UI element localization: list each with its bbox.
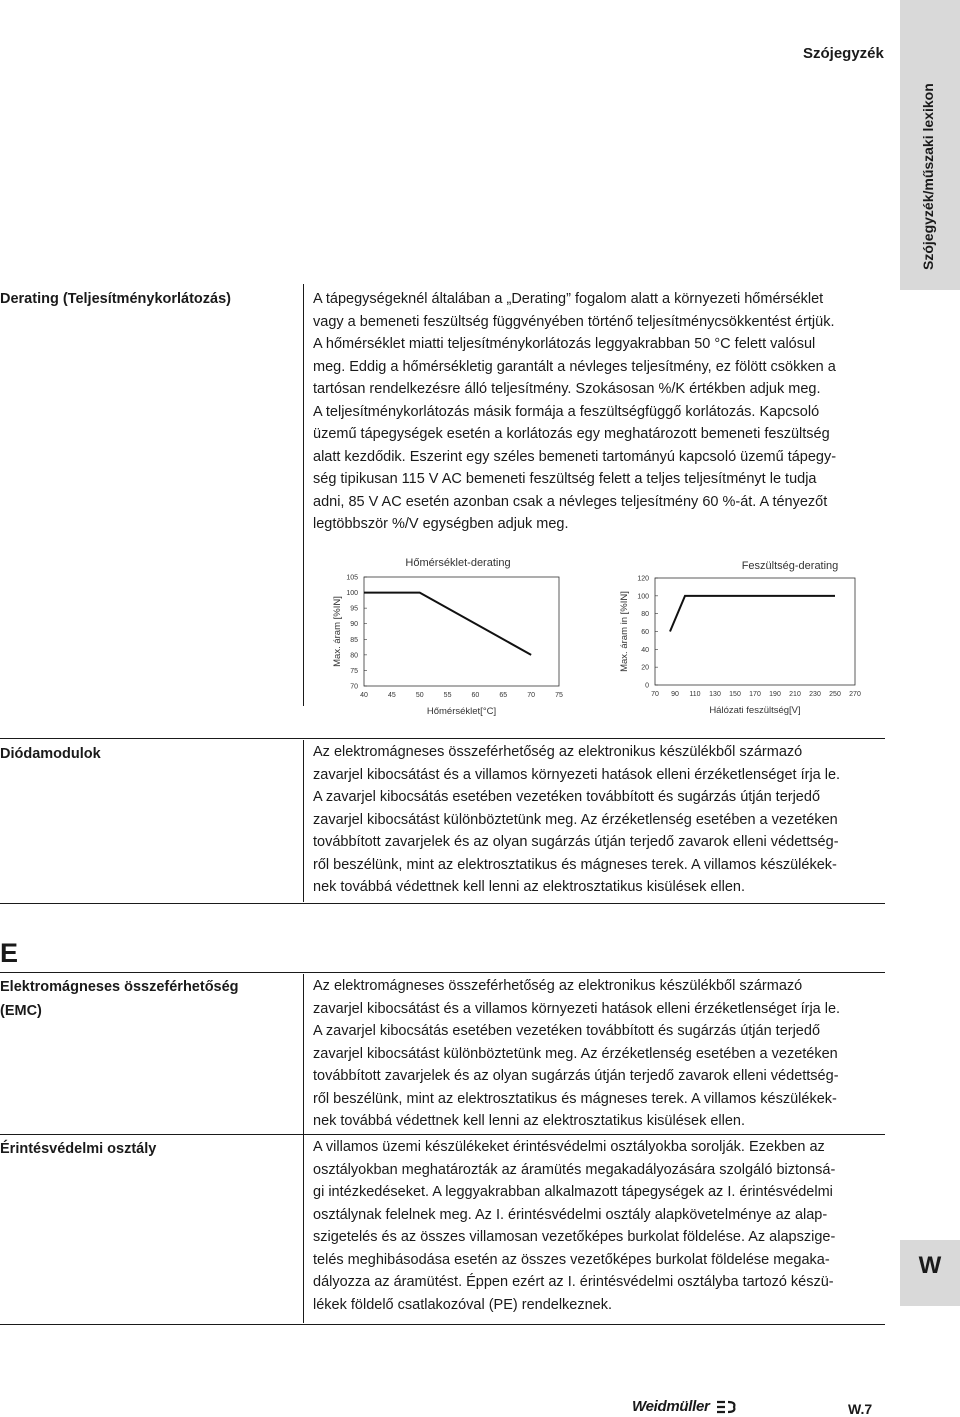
x-tick-label: 170 <box>749 691 761 698</box>
chart-title: Hőmérséklet-derating <box>405 557 511 569</box>
body-line: Az elektromágneses összeférhetőség az elektronikus készülékből származó <box>313 744 803 760</box>
brand-logo <box>632 1398 738 1415</box>
emc-body <box>313 975 893 1133</box>
x-tick-label: 75 <box>555 692 563 699</box>
body-line: osztálynak felelnek meg. Az I. érintésvédelmi osztály alapkövetelménye az alap- <box>313 1206 828 1223</box>
x-tick-label: 50 <box>415 692 424 699</box>
body-line: zavarjel kibocsátást különböztetünk meg. Az érzéketlenség esetében a vezetéken <box>313 811 838 828</box>
diodamodulok-body <box>313 741 893 899</box>
y-tick-label: 60 <box>641 629 649 636</box>
y-tick-label: 75 <box>350 667 358 675</box>
y-tick-label: 0 <box>645 682 649 690</box>
series-line <box>364 593 531 655</box>
body-line: lékek földelő csatlakozóval (PE) rendelkeznek. <box>313 1296 613 1313</box>
sidebar-tab-label: Szójegyzék/műszaki lexikon <box>920 83 936 270</box>
y-tick-label: 120 <box>637 575 649 583</box>
y-tick-label: 105 <box>346 574 358 582</box>
body-line: alatt kezdődik. Eszerint egy széles bemeneti tartományú kapcsoló üzemű tápegy- <box>313 448 837 465</box>
y-tick-label: 40 <box>641 646 649 654</box>
body-line: osztályokban meghatározták az áramütés megakadályozására szolgáló biztonsá- <box>313 1161 836 1178</box>
body-line: telés meghibásodása esetén az összes vezetőképes burkolat földelése megaka- <box>313 1251 830 1268</box>
body-line: ség tipikusan 115 V AC bemeneti feszültség felett a teljes teljesítményt le tudja <box>313 471 817 487</box>
divider-vertical <box>303 284 304 706</box>
term-diodamodulok: Diódamodulok <box>0 746 101 762</box>
chart-title: Feszültség-derating <box>741 560 839 572</box>
section-letter: E <box>0 938 19 968</box>
sidebar-letter: W <box>918 1252 942 1279</box>
divider-vertical <box>303 974 304 1134</box>
divider-vertical <box>303 1135 304 1323</box>
body-line: A hőmérséklet miatti teljesítménykorlátozás leggyakrabban 50 °C felett valósul <box>313 336 816 352</box>
x-tick-label: 40 <box>360 692 368 699</box>
x-tick-label: 130 <box>709 691 721 698</box>
body-line: nek továbbá védettnek kell lenni az elektrosztatikus kisülések ellen. <box>313 879 746 895</box>
brand-logo-text: Weidmüller <box>632 1398 710 1415</box>
body-line: Az elektromágneses összeférhetőség az elektronikus készülékből származó <box>313 978 803 994</box>
x-tick-label: 65 <box>499 692 508 699</box>
x-tick-label: 90 <box>671 691 679 698</box>
y-tick-label: 80 <box>350 652 358 660</box>
plot-frame <box>655 578 855 685</box>
section-divider <box>0 972 885 973</box>
body-line: nek továbbá védettnek kell lenni az elektrosztatikus kisülések ellen. <box>313 1113 746 1129</box>
body-line: tartósan rendelkezésre álló teljesítmény. Szokásosan %/K értékben adjuk meg. <box>313 381 821 397</box>
y-tick-label: 70 <box>350 683 358 691</box>
body-line: A tápegységeknél általában a „Derating” fogalom alatt a környezeti hőmérséklet <box>313 291 824 307</box>
y-axis-label: Max. áram in [%IN] <box>619 591 630 672</box>
series-line <box>670 596 835 632</box>
body-line: ről beszélünk, mint az elektrosztatikus és mágneses terek. A villamos készülékek- <box>313 856 837 873</box>
body-line: gi intézkedéseket. A leggyakrabban alkalmazott tápegységek az I. érintésvédelmi <box>313 1184 833 1200</box>
body-line: szigetelés és az összes villamosan vezetőképes burkolat földelése. Az alapszige- <box>313 1229 836 1245</box>
x-tick-label: 70 <box>527 692 536 699</box>
x-tick-label: 190 <box>769 691 781 698</box>
body-line: meg. Eddig a hőmérsékletig garantált a névleges teljesítmény, ez fölött csökken a <box>313 358 836 375</box>
y-axis-label: Max. áram [%IN] <box>332 596 343 667</box>
body-line: A zavarjel kibocsátás esetében vezetéken továbbított és sugárzás útján terjedő <box>313 789 821 805</box>
chart-temperature-derating <box>328 550 573 720</box>
body-line: A villamos üzemi készülékeket érintésvédelmi osztályokba sorolják. Ezekben az <box>313 1139 825 1155</box>
section-divider <box>0 1324 885 1325</box>
y-tick-label: 80 <box>641 611 649 619</box>
term-emc <box>0 977 239 1022</box>
y-tick-label: 100 <box>346 590 358 598</box>
x-tick-label: 55 <box>443 692 452 699</box>
brand-logo-mark <box>714 1399 738 1415</box>
body-line: vagy a bemeneti feszültség függvényében történő teljesítménycsökkentést értjük. <box>313 313 835 330</box>
body-line: üzemű tápegységek esetén a korlátozás egy meghatározott bemeneti feszültség <box>313 426 830 442</box>
y-tick-label: 20 <box>641 664 649 672</box>
divider-vertical <box>303 740 304 902</box>
body-line: zavarjel kibocsátást különböztetünk meg. Az érzéketlenség esetében a vezetéken <box>313 1045 838 1062</box>
body-line: továbbított zavarjelek és az olyan sugárzás útján terjedő zavarok elleni védettség- <box>313 1068 839 1084</box>
x-tick-label: 45 <box>387 692 396 699</box>
y-tick-label: 90 <box>350 621 358 629</box>
x-tick-label: 250 <box>829 691 841 698</box>
x-tick-label: 230 <box>809 691 821 698</box>
y-tick-label: 100 <box>637 593 649 601</box>
x-axis-label: Hőmérséklet[°C] <box>426 706 497 717</box>
x-axis-label: Hálózati feszültség[V] <box>709 705 801 716</box>
term-erintesvedelmi: Érintésvédelmi osztály <box>0 1141 157 1157</box>
section-divider <box>0 738 885 739</box>
body-line: A zavarjel kibocsátás esetében vezetéken továbbított és sugárzás útján terjedő <box>313 1023 821 1039</box>
section-divider <box>0 1134 885 1135</box>
x-tick-label: 70 <box>651 691 659 698</box>
x-tick-label: 150 <box>729 691 741 698</box>
body-line: dályozza az áramütést. Éppen ezért az I. érintésvédelmi osztályba tartozó készü- <box>313 1274 834 1290</box>
body-line: ről beszélünk, mint az elektrosztatikus és mágneses terek. A villamos készülékek- <box>313 1090 837 1107</box>
body-line: zavarjel kibocsátást és a villamos környezeti hatások elleni érzéketlenséget írja le. <box>313 766 841 783</box>
page-title: Szójegyzék <box>803 45 884 62</box>
body-line: A teljesítménykorlátozás másik formája a feszültségfüggő korlátozás. Kapcsoló <box>313 403 820 420</box>
body-line: zavarjel kibocsátást és a villamos környezeti hatások elleni érzéketlenséget írja le. <box>313 1000 841 1017</box>
term-emc-line2: (EMC) <box>0 1003 42 1019</box>
body-line: adni, 85 V AC esetén azonban csak a névleges teljesítmény 60 %-át. A tényezőt <box>313 493 828 510</box>
x-tick-label: 270 <box>849 691 861 698</box>
page-number: W.7 <box>848 1401 873 1417</box>
term-derating: Derating (Teljesítménykorlátozás) <box>0 291 231 307</box>
derating-body <box>313 288 893 536</box>
x-tick-label: 210 <box>789 691 801 698</box>
x-tick-label: 110 <box>689 691 701 698</box>
body-line: továbbított zavarjelek és az olyan sugárzás útján terjedő zavarok elleni védettség- <box>313 834 839 850</box>
body-line: legtöbbször %/V egységben adjuk meg. <box>313 516 569 532</box>
y-tick-label: 95 <box>350 605 358 613</box>
y-tick-label: 85 <box>350 636 358 644</box>
chart-voltage-derating <box>615 550 870 720</box>
x-tick-label: 60 <box>471 692 480 699</box>
erintesvedelmi-body <box>313 1136 893 1316</box>
term-emc-line1: Elektromágneses összeférhetőség <box>0 979 239 995</box>
section-divider <box>0 903 885 904</box>
